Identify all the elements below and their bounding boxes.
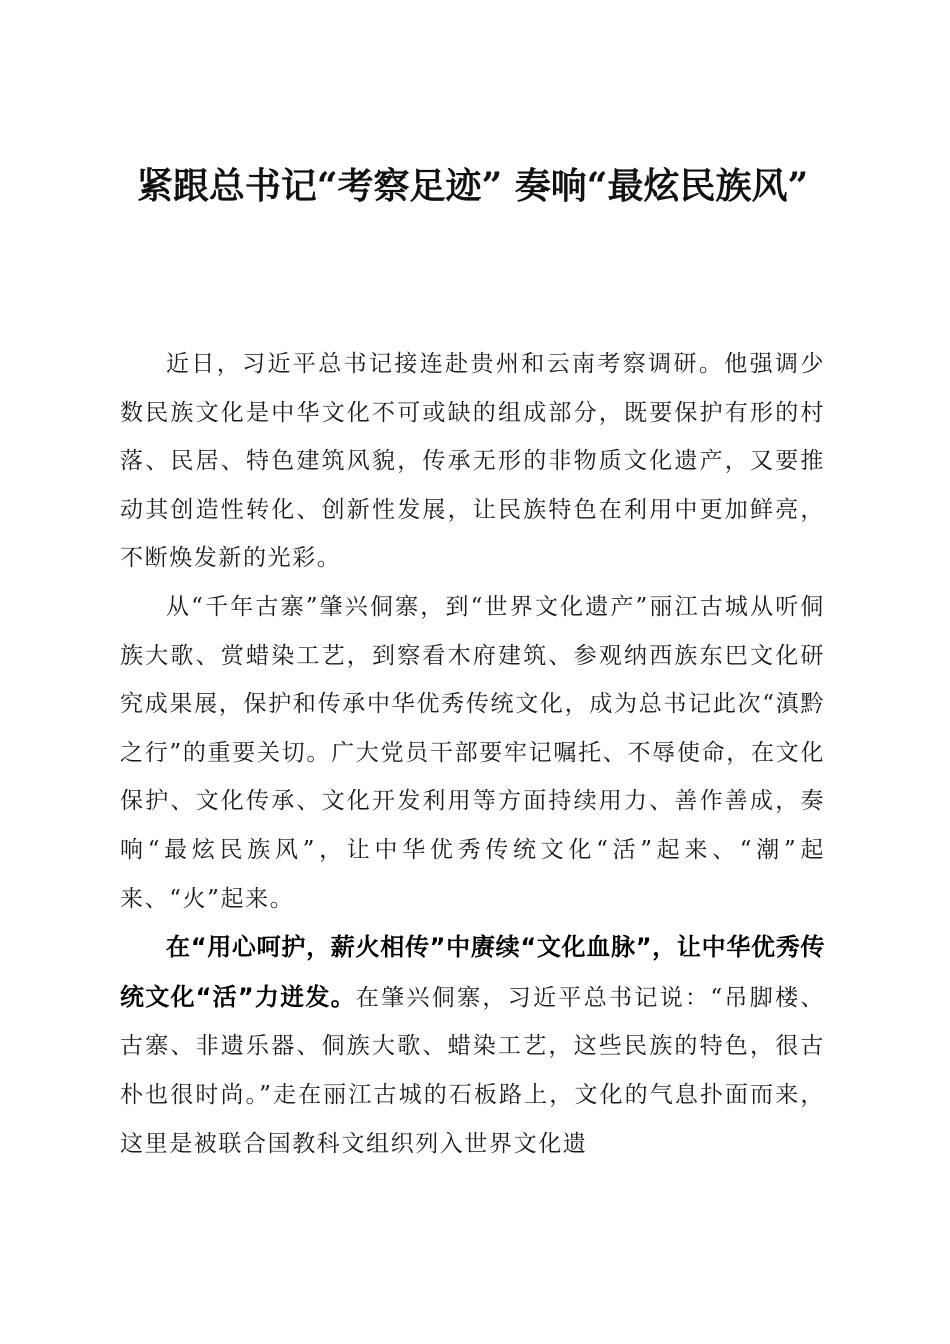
document-title: 紧跟总书记“考察足迹” 奏响“最炫民族风”: [136, 165, 809, 207]
paragraph-intro: 近日，习近平总书记接连赴贵州和云南考察调研。他强调少数民族文化是中华文化不可或缺的组成部分，既要保护有形的村落、民居、特色建筑风貌，传承无形的非物质文化遗产，又要推动其创造性转化、创新性发展，让民族特色在利用中更加鲜亮，不断焕发新的光彩。: [120, 351, 825, 572]
document-body: [120, 340, 825, 1168]
paragraph-second: 从“千年古寨”肇兴侗寨，到“世界文化遗产”丽江古城从听侗族大歌、赏蜡染工艺，到察看木府建筑、参观纳西族东巴文化研究成果展，保护和传承中华优秀传统文化，成为总书记此次“滇黔之行”的重要关切。广大党员干部要牢记嘱托、不辱使命，在文化保护、文化传承、文化开发利用等方面持续用力、善作善成，奏响“最炫民族风”，让中华优秀传统文化“活”起来、“潮”起来、“火”起来。: [120, 593, 825, 912]
paragraph-third: [120, 923, 825, 1168]
paragraph-lead-heading: 在“用心呵护，薪火相传”中赓续“文化血脉”，让中华优秀传统文化“活”力迸发。: [120, 933, 825, 1011]
paragraph-third-text: 在肇兴侗寨，习近平总书记说：“吊脚楼、古寨、非遗乐器、侗族大歌、蜡染工艺，这些民族的特色，很古朴也很时尚。”走在丽江古城的石板路上，文化的气息扑面而来，这里是被联合国教科文组织列入世界文化遗: [120, 984, 825, 1157]
